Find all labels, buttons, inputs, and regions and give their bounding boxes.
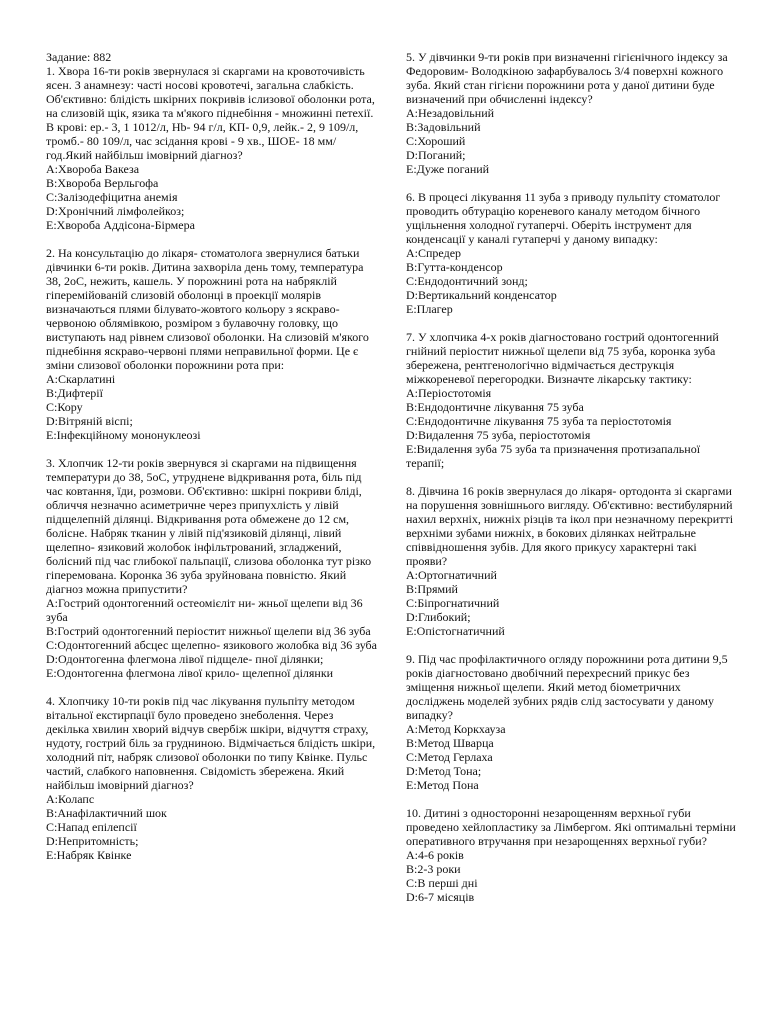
answer-option-e: E:Опістогнатичний [406,624,505,638]
answer-option-c: C:Метод Герлаха [406,750,493,764]
answer-option-e: E:Дуже поганий [406,162,490,176]
answer-option-d: D:Вертикальний конденсатор [406,288,557,302]
task-header: Задание: 882 [46,50,112,64]
answer-option-b: B:Анафілактичний шок [46,806,167,820]
question-text: 6. В процесі лікування 11 зуба з приводу пульпіту стоматолог проводить обтурацію кореневого каналу методом бічного ущільнення холодної гутаперчі. Оберіть інструмент для конденсації у каналі гутаперчі у даному випадку: [406,190,721,246]
question-text: 3. Хлопчик 12-ти років звернувся зі скаргами на підвищення температури до 38, 5oС, утруднене відкривання рота, біль під час ковтання, їди, розмови. Об'єктивно: шкірні покриви бліді, обличчя незначно асиметричне через припухлість у лівій підщелепній ділянці. Відкривання рота обмежене до 12 см, болісне. Набряк тканин у лівій під'язиковій ділянці, лівий щелепно- язиковий жолобок інфільтрований, згладжений, болісний під час глибокої пальпації, слизова оболонка тут різко гіперемована. Коронка 36 зуба зруйнована повністю. Який діагноз можна припустити? [46,456,372,596]
answer-option-d: D:Видалення 75 зуба, періостотомія [406,428,591,442]
answer-option-a: A:Колапс [46,792,95,806]
answer-option-d: D:Хронічний лімфолейкоз; [46,204,185,218]
answer-option-d: D:Одонтогенна флегмона лівої підщеле- пної ділянки; [46,652,324,666]
question-9 [406,652,740,792]
answer-option-a: A:Незадовільний [406,106,495,120]
answer-option-b: B:Дифтерії [46,386,103,400]
answer-option-d: D:Вітряній віспі; [46,414,133,428]
answer-option-a: A:Хвороба Вакеза [46,162,140,176]
answer-option-a: A:Скарлатині [46,372,116,386]
question-4 [46,694,378,862]
answer-option-b: B:Гострий одонтогенний періостит нижньої щелепи від 36 зуба [46,624,371,638]
answer-option-e: E:Інфекційному мононуклеозі [46,428,201,442]
answer-option-c: C:Залізодефіцитна анемія [46,190,178,204]
answer-option-e: E:Видалення зуба 75 зуба та призначення протизапальної терапії; [406,442,701,470]
answer-option-b: B:2-3 роки [406,862,461,876]
question-text: 4. Хлопчику 10-ти років під час лікування пульпіту методом вітальної екстирпації було проведено знеболення. Через декілька хвилин хворий відчув свербіж шкіри, відчуття страху, нудоту, гострий біль за грудниною. Відмічається блідість шкіри, холодний піт, набряк слизової оболонки по типу Квінке. Пульс частий, слабкого наповнення. Свідомість збережена. Який найбільш імовірний діагноз? [46,694,376,792]
question-8 [406,484,740,638]
answer-option-d: D:Глибокий; [406,610,471,624]
question-5 [406,50,740,176]
question-text: 7. У хлопчика 4-х років діагностовано гострий одонтогенний гнійний періостит нижньої щелепи від 75 зуба, коронка зуба збережена, рентгенологічно відмічається деструкція міжкореневої перегородки. Визначте лікарську тактику: [406,330,719,386]
answer-option-b: B:Гутта-конденсор [406,260,503,274]
right-column [406,50,740,918]
question-text: 1. Хвора 16-ти років звернулася зі скаргами на кровоточивість ясен. З анамнезу: часті носові кровотечі, загальна слабкість. Об'єктивно: блідість шкірних покривів іслизової оболонки рота, на слизовій щік, язика та м'якого піднебіння - множинні петехії. В крові: ер.- 3, 1 1012/л, Hb- 94 г/л, КП- 0,9, лейк.- 2, 9 109/л, тромб.- 80 109/л, час зсідання крові - 9 хв., ШОЕ- 18 мм/год.Який найбільш імовірний діагноз? [46,64,375,162]
answer-option-b: B:Задовільний [406,120,481,134]
question-text: 5. У дівчинки 9-ти років при визначенні гігієнічного індексу за Федоровим- Володкіною зафарбувалось 3/4 поверхні кожного зуба. Який стан гігієни порожнини рота у даної дитини буде визначений при обчисленні індексу? [406,50,728,106]
answer-option-a: A:Спредер [406,246,462,260]
answer-option-a: A:Ортогнатичний [406,568,497,582]
question-text: 8. Дівчина 16 років звернулася до лікаря- ортодонта зі скаргами на порушення зовнішнього вигляду. Об'єктивно: вестибулярний нахил верхніх, нижніх різців та ікол при незначному перекритті верхніми зубами нижніх, в бокових ділянках нейтральне співвідношення зубів. Для якого прикусу характерні такі прояви? [406,484,734,568]
answer-option-d: D:6-7 місяців [406,890,475,904]
answer-option-c: C:Ендодонтичне лікування 75 зуба та періостотомія [406,414,672,428]
answer-option-c: C:Напад епілепсії [46,820,137,834]
answer-option-e: E:Одонтогенна флегмона лівої крило- щелепної ділянки [46,666,334,680]
question-3 [46,456,378,680]
answer-option-e: E:Плагер [406,302,453,316]
answer-option-c: C:Хороший [406,134,466,148]
answer-option-c: C:Одонтогенний абсцес щелепно- язикового жолобка від 36 зуба [46,638,377,652]
answer-option-b: B:Ендодонтичне лікування 75 зуба [406,400,584,414]
answer-option-b: B:Метод Шварца [406,736,494,750]
question-10 [406,806,740,904]
answer-option-c: C:Ендодонтичний зонд; [406,274,528,288]
answer-option-e: E:Набряк Квінке [46,848,132,862]
question-2 [46,246,378,442]
left-column [46,50,378,876]
question-6 [406,190,740,316]
question-text: 2. На консультацію до лікаря- стоматолога звернулися батьки дівчинки 6-ти років. Дитина захворіла день тому, температура 38, 2oС, нежить, кашель. У порожнині рота на набряклій гіперемійованій слизовій оболонці в проекції молярів визначаються плями білувато-жовтого кольору з яскраво-червоною облямівкою, розміром з булавочну головку, що виступають над рівнем слизової оболонки. На слизовій м'якого піднебіння яскраво-червоні плями неправильної форми. Це є зміни слизової оболонки порожнини рота при: [46,246,369,372]
question-text: 9. Під час профілактичного огляду порожнини рота дитини 9,5 років діагностовано двобічний перехресний прикус без зміщення нижньої щелепи. Який метод біометричних досліджень моделей зубних рядів слід застосувати у даному випадку? [406,652,728,722]
answer-option-b: B:Хвороба Верльгофа [46,176,159,190]
answer-option-c: C:Кору [46,400,83,414]
question-text: 10. Дитині з односторонні незарощенням верхньої губи проведено хейлопластику за Лімбергом. Які оптимальні терміни оперативного втручання при незарощеннях верхньої губи? [406,806,736,848]
answer-option-a: A:Гострий одонтогенний остеомієліт ни- жньої щелепи від 36 зуба [46,596,363,624]
answer-option-d: D:Поганий; [406,148,466,162]
answer-option-c: C:В перші дні [406,876,478,890]
answer-option-d: D:Метод Тона; [406,764,482,778]
answer-option-a: A:4-6 років [406,848,464,862]
answer-option-e: E:Метод Пона [406,778,479,792]
answer-option-b: B:Прямий [406,582,458,596]
answer-option-a: A:Періостотомія [406,386,492,400]
question-1 [46,64,378,232]
answer-option-c: C:Біпрогнатичний [406,596,500,610]
answer-option-d: D:Непритомність; [46,834,139,848]
question-7 [406,330,740,470]
answer-option-a: A:Метод Коркхауза [406,722,506,736]
answer-option-e: E:Хвороба Аддісона-Бірмера [46,218,195,232]
